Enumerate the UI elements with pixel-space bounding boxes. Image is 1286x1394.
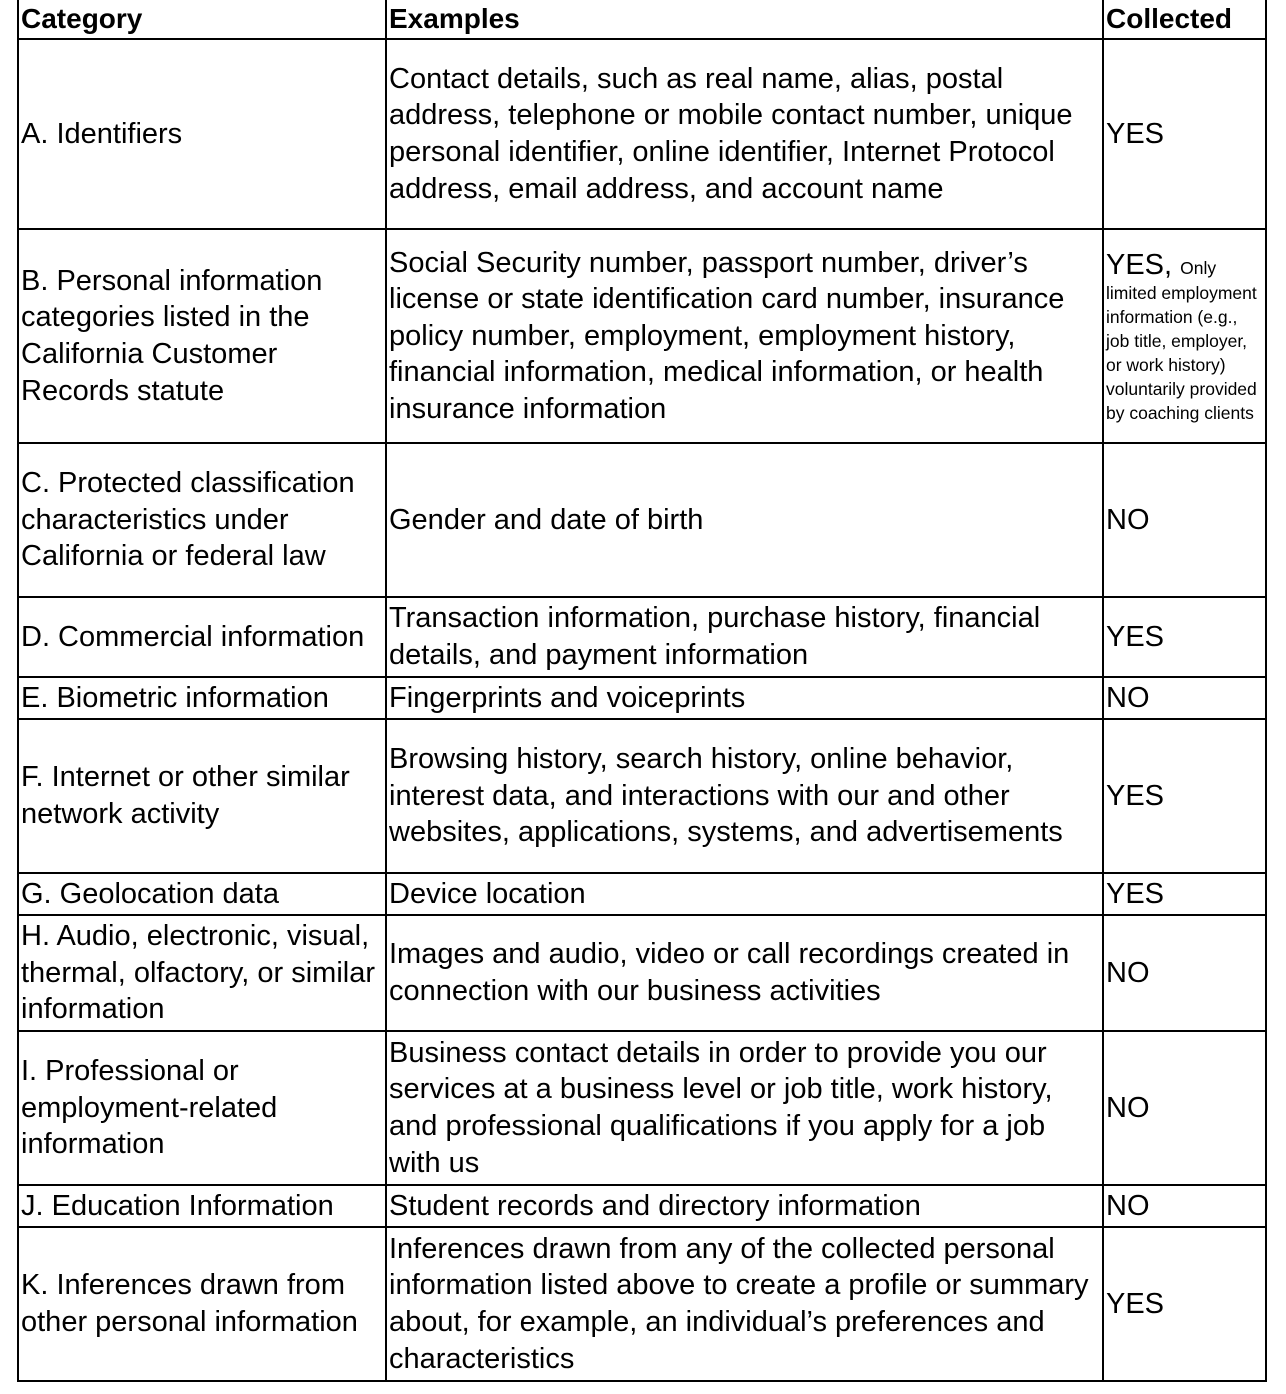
- table-row: [18, 229, 1266, 443]
- header-category: Category: [18, 0, 386, 39]
- collected-cell: NO: [1103, 1031, 1266, 1185]
- category-cell: E. Biometric information: [18, 677, 386, 719]
- collected-cell: NO: [1103, 677, 1266, 719]
- examples-cell: Student records and directory information: [386, 1185, 1103, 1227]
- examples-cell: Browsing history, search history, online behavior, interest data, and interactions with our and other websites, applications, systems, and advertisements: [386, 719, 1103, 873]
- category-cell: C. Protected classification characteristics under California or federal law: [18, 443, 386, 597]
- category-cell: G. Geolocation data: [18, 873, 386, 915]
- collected-cell: YES: [1103, 719, 1266, 873]
- collected-cell: NO: [1103, 1185, 1266, 1227]
- table-row: [18, 1031, 1266, 1185]
- collected-cell: NO: [1103, 915, 1266, 1031]
- category-cell: B. Personal information categories listed in the California Customer Records statute: [18, 229, 386, 443]
- header-examples: Examples: [386, 0, 1103, 39]
- table-row: [18, 597, 1266, 677]
- examples-cell: Fingerprints and voiceprints: [386, 677, 1103, 719]
- collected-cell: YES: [1103, 1227, 1266, 1381]
- examples-cell: Transaction information, purchase history, financial details, and payment information: [386, 597, 1103, 677]
- personal-information-table: [17, 0, 1267, 1382]
- collected-value: YES,: [1106, 249, 1173, 281]
- examples-cell: Inferences drawn from any of the collected personal information listed above to create a profile or summary about, for example, an individual’s preferences and characteristics: [386, 1227, 1103, 1381]
- header-collected: Collected: [1103, 0, 1266, 39]
- category-cell: H. Audio, electronic, visual, thermal, olfactory, or similar information: [18, 915, 386, 1031]
- examples-cell: Contact details, such as real name, alias, postal address, telephone or mobile contact number, unique personal identifier, online identifier, Internet Protocol address, email address, and account name: [386, 39, 1103, 229]
- table-row: [18, 719, 1266, 873]
- table-row: [18, 443, 1266, 597]
- collected-cell: YES: [1103, 39, 1266, 229]
- examples-cell: Business contact details in order to provide you our services at a business level or job title, work history, and professional qualifications if you apply for a job with us: [386, 1031, 1103, 1185]
- collected-cell: NO: [1103, 443, 1266, 597]
- category-cell: A. Identifiers: [18, 39, 386, 229]
- examples-cell: Social Security number, passport number, driver’s license or state identification card number, insurance policy number, employment, employment history, financial information, medical information, or health insurance information: [386, 229, 1103, 443]
- table-row: [18, 677, 1266, 719]
- table-header-row: [18, 0, 1266, 39]
- examples-cell: Gender and date of birth: [386, 443, 1103, 597]
- collected-note: Only limited employment information (e.g., job title, employer, or work history) voluntarily provided by coaching clients: [1106, 258, 1257, 423]
- collected-cell: YES: [1103, 873, 1266, 915]
- table-row: [18, 1227, 1266, 1381]
- category-cell: I. Professional or employment-related information: [18, 1031, 386, 1185]
- table-row: [18, 915, 1266, 1031]
- category-cell: F. Internet or other similar network activity: [18, 719, 386, 873]
- table-row: [18, 39, 1266, 229]
- examples-cell: Images and audio, video or call recordings created in connection with our business activities: [386, 915, 1103, 1031]
- category-cell: J. Education Information: [18, 1185, 386, 1227]
- category-cell: K. Inferences drawn from other personal information: [18, 1227, 386, 1381]
- category-cell: D. Commercial information: [18, 597, 386, 677]
- examples-cell: Device location: [386, 873, 1103, 915]
- table-row: [18, 1185, 1266, 1227]
- collected-cell: YES: [1103, 597, 1266, 677]
- collected-cell: [1103, 229, 1266, 443]
- table-row: [18, 873, 1266, 915]
